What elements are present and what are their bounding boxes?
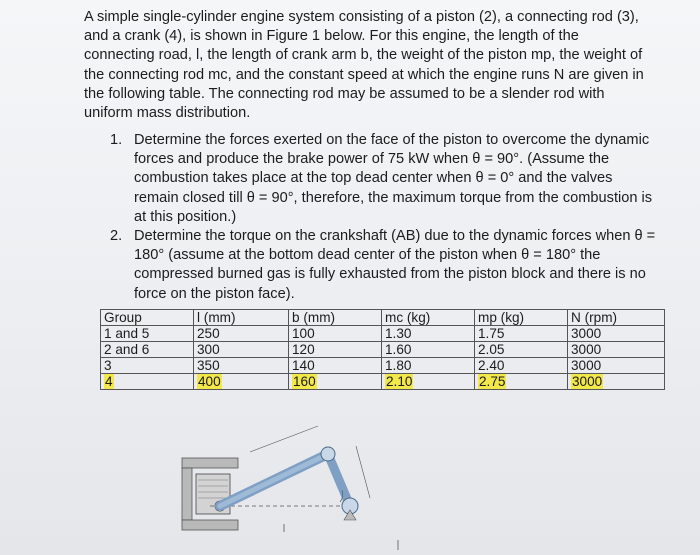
- table-cell: 2.05: [475, 342, 568, 358]
- table-cell: 100: [289, 326, 382, 342]
- question-line: compressed burned gas is fully exhausted from the piston block and there is no: [134, 266, 646, 283]
- highlighted-value: 400: [198, 374, 221, 389]
- highlighted-value: 2.10: [386, 374, 413, 389]
- table-cell: 3: [101, 358, 194, 374]
- crank-pin-b: [321, 447, 335, 461]
- table-cell: [101, 374, 194, 390]
- intro-line: the connecting rod mc, and the constant speed at which the engine runs N are given in: [84, 66, 644, 83]
- table-header-cell: b (mm): [289, 310, 382, 326]
- table-cell: [194, 374, 289, 390]
- table-row: [101, 358, 665, 374]
- highlighted-value: 3000: [572, 374, 603, 389]
- cylinder-back-wall: [182, 468, 192, 520]
- intro-line: A simple single-cylinder engine system consisting of a piston (2), a connecting rod (3),: [84, 9, 639, 25]
- table-cell: 140: [289, 358, 382, 374]
- table-header-cell: l (mm): [194, 310, 289, 326]
- table-cell: 1.75: [475, 326, 568, 342]
- table-cell: 1.60: [382, 342, 475, 358]
- question-line: Determine the forces exerted on the face of the piston to overcome the dynamic: [134, 132, 650, 148]
- table-cell: [382, 374, 475, 390]
- question-line: remain closed till θ = 90°, therefore, the maximum torque from the combustion is: [134, 189, 653, 206]
- table-row-highlighted: [101, 374, 665, 390]
- cylinder-bottom-wall: [182, 520, 238, 530]
- parameter-table: [100, 309, 665, 390]
- table-cell: 2 and 6: [101, 342, 194, 358]
- cylinder-top-wall: [182, 458, 238, 468]
- highlighted-value: 4: [105, 374, 113, 389]
- dimension-line-l: [250, 426, 318, 452]
- question-list: [110, 131, 670, 304]
- highlighted-value: 2.75: [479, 374, 506, 389]
- intro-line: the following table. The connecting rod may be assumed to be a slender rod with: [84, 85, 605, 102]
- question-item: [110, 227, 670, 304]
- question-line: combustion takes place at the top dead center when θ = 0° and the valves: [134, 170, 613, 187]
- table-cell: 3000: [568, 342, 665, 358]
- table-cell: 1 and 5: [101, 326, 194, 342]
- question-line: at this position.): [134, 208, 237, 225]
- intro-line: and a crank (4), is shown in Figure 1 below. For this engine, the length of the: [84, 28, 579, 45]
- table-header-cell: mc (kg): [382, 310, 475, 326]
- table-cell: [568, 374, 665, 390]
- table-cell: [475, 374, 568, 390]
- question-line: 180° (assume at the bottom dead center of the piston when θ = 180° the: [134, 247, 601, 264]
- table-cell: 3000: [568, 358, 665, 374]
- table-row: [101, 326, 665, 342]
- question-number: 1.: [110, 132, 123, 148]
- table-header-cell: mp (kg): [475, 310, 568, 326]
- highlighted-value: 160: [293, 374, 316, 389]
- question-line: forces and produce the brake power of 75 kW when θ = 90°. (Assume the: [134, 151, 610, 168]
- table-header-cell: N (rpm): [568, 310, 665, 326]
- table-cell: 300: [194, 342, 289, 358]
- question-item: [110, 131, 670, 227]
- dimension-line-b: [356, 446, 370, 498]
- table-cell: 250: [194, 326, 289, 342]
- table-cell: 3000: [568, 326, 665, 342]
- table-cell: 1.80: [382, 358, 475, 374]
- problem-statement: [84, 8, 664, 123]
- question-line: force on the piston face).: [134, 285, 295, 302]
- intro-line: uniform mass distribution.: [84, 105, 251, 122]
- table-cell: 1.30: [382, 326, 475, 342]
- table-header-row: [101, 310, 665, 326]
- question-number: 2.: [110, 228, 123, 245]
- table-cell: [289, 374, 382, 390]
- engine-mechanism-figure: [180, 424, 420, 555]
- intro-line: connecting road, l, the length of crank arm b, the weight of the piston mp, the weight of: [84, 47, 643, 64]
- table-cell: 2.40: [475, 358, 568, 374]
- question-line: Determine the torque on the crankshaft (AB) due to the dynamic forces when θ =: [134, 228, 656, 245]
- table-header-cell: Group: [101, 310, 194, 326]
- table-cell: 350: [194, 358, 289, 374]
- table-row: [101, 342, 665, 358]
- table-cell: 120: [289, 342, 382, 358]
